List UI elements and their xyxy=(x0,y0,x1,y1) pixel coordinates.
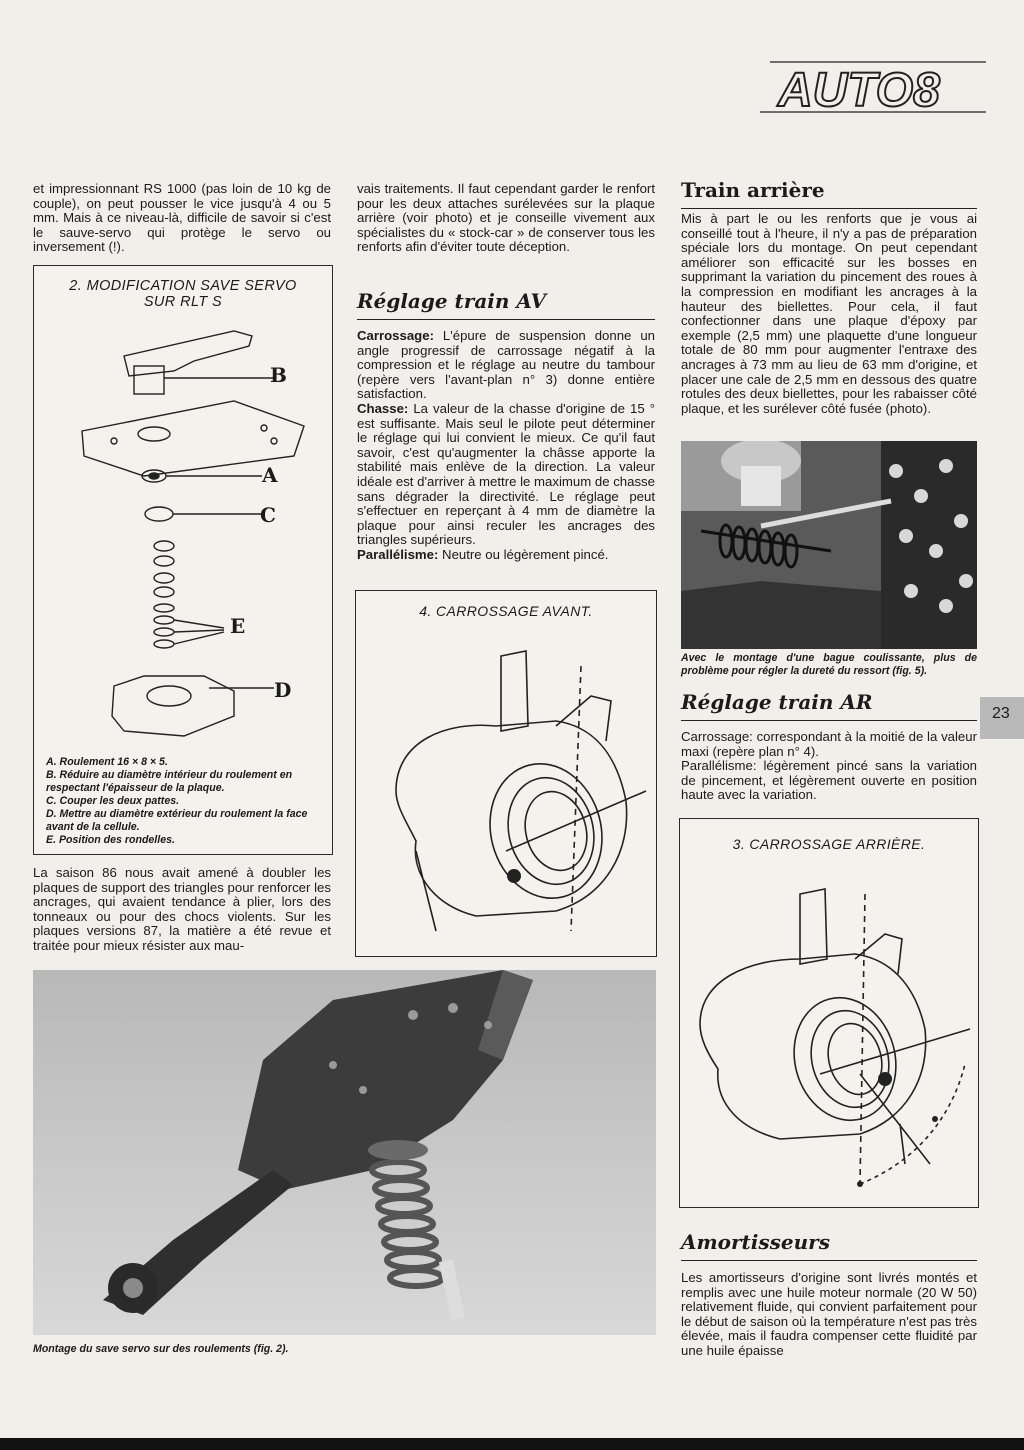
parallelisme-lead: Parallélisme: xyxy=(357,546,439,562)
heading-amortisseurs: Amortisseurs xyxy=(681,1230,830,1254)
heading-rule xyxy=(681,1260,977,1261)
carrossage-lead: Carrossage: xyxy=(357,328,434,343)
col2-heading-block xyxy=(357,289,655,320)
figure4-box xyxy=(355,590,657,957)
col1-para2 xyxy=(33,866,331,954)
col3-heading1-block xyxy=(681,178,977,209)
col3-settings xyxy=(681,730,977,803)
save-servo-photo xyxy=(33,970,656,1335)
heading-reglage-train-av: Réglage train AV xyxy=(357,289,546,313)
heading-rule xyxy=(357,319,655,320)
heading-reglage-train-ar: Réglage train AR xyxy=(681,690,873,714)
col3-heading2-block xyxy=(681,690,977,721)
legend-item: B. Réduire au diamètre intérieur du roulement en respectant l'épaisseur de la plaque. xyxy=(46,769,293,794)
chasse-lead: Chasse: xyxy=(357,400,409,416)
carrossage-text: L'épure de suspension donne un angle progressif de carrossage négatif à la compression et le réglage au neutre du tambour (repère vers l'avant-plan n° 3) donne entière satisfaction. xyxy=(357,328,655,402)
col3-para4 xyxy=(681,1271,977,1359)
col3-para2-text: Carrossage: correspondant à la moitié de la valeur maxi (repère plan n° 4). xyxy=(681,729,977,759)
auto8-logo xyxy=(760,50,986,120)
label-c: C xyxy=(260,503,276,527)
col3-para1-text: Mis à part le ou les renforts que je vous ai conseillé tout à l'heure, il n'y a pas de préparation spéciale lors du montage. On peut cependant améliorer son efficacité sur les bosses en supprimant la variation du pincement des roues à la compression en modifiant les ancrages à la hauteur des biellettes. Pour cela, il faut confectionner dans une plaque d'époxy par exemple (2,5 mm) une plaquette d'une longueur totale de 80 mm pour augmenter l'entraxe des ancrages à 73 mm au lieu de 63 mm d'origine, et placer une cale de 2,5 mm en dessous des quatre rotules des deux biellettes, pour les rabaisser côté plaque, et les surélever côté fusée (photo). xyxy=(681,211,977,416)
chasse-text: La valeur de la chasse d'origine de 15 ° est suffisante. Mais seul le pilote peut déterminer le réglage qui lui convient le mieux. Ce qu'il faut savoir, c'est qu'augmenter la châsse apporte la stabilité mais enlève de la direction. La valeur idéale est d'arriver à mettre le maximum de chasse sans dégrader la directivité. Le réglage peut s'effectuer en reperçant à 4 mm de diamètre la plaque pour ainsi reculer les ancrages des triangles supérieurs. xyxy=(357,400,655,548)
col2-settings xyxy=(357,329,655,563)
heading-rule xyxy=(681,720,977,721)
figure2-box xyxy=(33,265,333,855)
col3-para1 xyxy=(681,212,977,416)
legend-item: E. Position des rondelles. xyxy=(46,834,175,846)
col1-para1 xyxy=(33,182,331,255)
chasse-paragraph xyxy=(357,402,655,548)
legend-item: C. Couper les deux pattes. xyxy=(46,795,180,807)
page-number: 23 xyxy=(992,705,1010,722)
parallelisme-paragraph xyxy=(357,548,655,563)
bottom-photo-caption: Montage du save servo sur des roulements (fig. 2). xyxy=(33,1343,289,1355)
figure3-box xyxy=(679,818,979,1208)
col2-para1-text: vais traitements. Il faut cependant garder le renfort pour les deux attaches surélevées sur la plaque arrière (voir photo) et je conseille vivement aux spécialistes du « stock-car » de conserver tous les renforts afin d'éviter toute déception. xyxy=(357,181,655,255)
figure2-title-line2: SUR RLT S xyxy=(143,294,223,310)
col1-para1-text: et impressionnant RS 1000 (pas loin de 10 kg de couple), on peut pousser le vice jusqu'à 4 ou 5 mm. Mais à ce niveau-là, difficile de savoir si c'est le sauve-servo qui protège le servo ou inversement (!). xyxy=(33,181,331,255)
legend-item: D. Mettre au diamètre extérieur du roulement la face avant de la cellule. xyxy=(46,808,308,833)
col1-para2-text: La saison 86 nous avait amené à doubler les plaques de support des triangles pour renforcer les ancrages, qui avaient tendance à plier, lors des tonneaux ou pour des chocs violents. Sur les plaques versions 87, la matière a été revue et traitée pour mieux résister aux mau- xyxy=(33,865,331,953)
page-number-tab xyxy=(980,697,1024,739)
figure4-title: 4. CARROSSAGE AVANT. xyxy=(419,603,593,619)
heading-train-arriere: Train arrière xyxy=(681,178,825,202)
figure2-legend xyxy=(46,756,326,847)
col3-para3-text: Parallélisme: légèrement pincé sans la variation de pincement, et légèrement ouverte en position haute avec la variation. xyxy=(681,758,977,803)
parallelisme-text: Neutre ou légèrement pincé. xyxy=(438,546,609,562)
col2-para1 xyxy=(357,182,655,255)
col3-para4-text: Les amortisseurs d'origine sont livrés montés et remplis avec une huile moteur normale (20 W 50) relativement fluide, qui convient parfaitement pour le début de saison où la température n'est pas très élevée, mais il faudra compenser cette fluidité par une huile épaisse xyxy=(681,1270,977,1358)
rear-photo-caption: Avec le montage d'une bague coulissante, plus de problème pour régler la dureté du ressort (fig. 5). xyxy=(681,652,977,677)
heading-rule xyxy=(681,208,977,209)
label-b: B xyxy=(270,363,287,387)
bottom-bar xyxy=(0,1438,1024,1450)
rear-suspension-photo xyxy=(681,441,977,649)
label-a: A xyxy=(262,463,278,487)
figure3-title: 3. CARROSSAGE ARRIÈRE. xyxy=(732,836,926,852)
figure2-title xyxy=(34,278,332,310)
carrossage-paragraph xyxy=(357,329,655,402)
col3-heading3-block xyxy=(681,1230,977,1261)
rear-hub-drawing xyxy=(680,864,978,1204)
label-e: E xyxy=(230,614,246,638)
front-hub-drawing xyxy=(356,631,656,951)
logo-text: AUTO8 xyxy=(778,64,940,117)
figure2-title-line1: 2. MODIFICATION SAVE SERVO xyxy=(69,278,297,294)
legend-item: A. Roulement 16 × 8 × 5. xyxy=(46,756,168,768)
label-d: D xyxy=(274,678,292,702)
